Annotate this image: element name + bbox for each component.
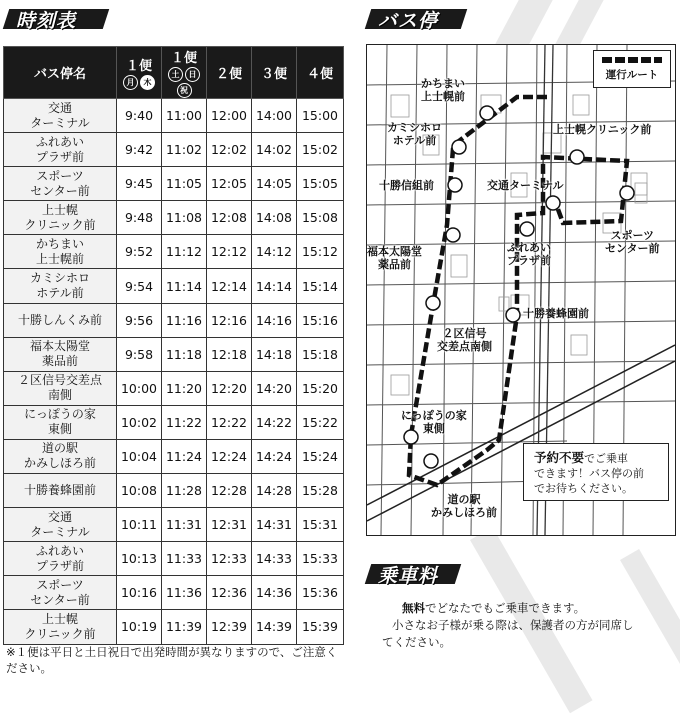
stop-marker: [506, 308, 520, 322]
departure-time-cell: 11:14: [162, 269, 207, 303]
day-badge-sun: 日: [185, 67, 200, 82]
table-row: [4, 303, 344, 337]
departure-time-cell: 15:20: [297, 371, 344, 405]
stop-name-line: ホテル前: [36, 286, 84, 301]
day-badge-thu: 木: [140, 75, 155, 90]
map-stop-label-line: 十勝養蜂園前: [523, 307, 589, 320]
header-bin4: ４便: [297, 47, 344, 99]
stop-name-cell: [4, 269, 117, 303]
stop-name-line: 南側: [47, 388, 72, 403]
map-stop-label: [487, 179, 563, 192]
stop-marker: [424, 454, 438, 468]
departure-time-cell: 11:24: [162, 439, 207, 473]
legend-label: 運行ルート: [605, 69, 659, 81]
stop-name-line: ターミナル: [30, 115, 90, 130]
departure-time-cell: 10:13: [117, 542, 162, 576]
departure-time-cell: 11:12: [162, 235, 207, 269]
stop-name-line: 上士幌前: [35, 251, 84, 266]
timetable-footnote: ※１便は平日と土日祝日で出発時間が異なりますので、ご注意ください。: [6, 645, 338, 675]
departure-time-cell: 14:08: [252, 201, 297, 235]
header-bin1-weekday: [117, 47, 162, 99]
map-stop-label-line: プラザ前: [507, 254, 551, 267]
map-stop-label: [507, 241, 551, 267]
departure-time-cell: 12:16: [207, 303, 252, 337]
table-row: [4, 235, 344, 269]
departure-time-cell: 12:00: [207, 99, 252, 133]
stop-name-line: かみしほろ前: [23, 456, 96, 471]
departure-time-cell: 12:05: [207, 167, 252, 201]
header-stop: バス停名: [4, 47, 117, 99]
stop-marker: [446, 228, 460, 242]
table-row: [4, 167, 344, 201]
stop-name-cell: [4, 235, 117, 269]
map-stop-label-line: かみしほろ前: [431, 506, 497, 519]
departure-time-cell: 15:12: [297, 235, 344, 269]
departure-time-cell: 12:24: [207, 439, 252, 473]
map-stop-label: [437, 327, 492, 353]
notice-line3: でお待ちください。: [534, 482, 633, 495]
stop-name-line: 十勝養蜂園前: [23, 483, 96, 498]
stop-marker: [452, 140, 466, 154]
map-stop-label-line: 交通ターミナル: [487, 179, 564, 192]
stop-name-line: プラザ前: [35, 558, 84, 573]
departure-time-cell: 12:14: [207, 269, 252, 303]
stop-name-line: 十勝しんくみ前: [17, 312, 102, 327]
departure-time-cell: 15:00: [297, 99, 344, 133]
table-row: [4, 576, 344, 610]
stop-name-line: ふれあい: [35, 543, 84, 558]
stop-name-line: ２区信号交差点: [17, 373, 102, 388]
table-row: [4, 542, 344, 576]
fare-line2: 小さなお子様が乗る際は、保護者の方が同席し: [392, 618, 634, 632]
fare-highlight: 無料: [402, 601, 425, 615]
fare-title: [368, 560, 468, 588]
stop-name-line: 東側: [47, 422, 72, 437]
departure-time-cell: 15:18: [297, 337, 344, 371]
departure-time-cell: 10:19: [117, 610, 162, 644]
table-row: [4, 439, 344, 473]
departure-time-cell: 12:33: [207, 542, 252, 576]
header-bin2: ２便: [207, 47, 252, 99]
stop-name-cell: [4, 167, 117, 201]
map-stop-label: [553, 123, 651, 136]
table-row: [4, 474, 344, 508]
departure-time-cell: 15:02: [297, 133, 344, 167]
departure-time-cell: 12:02: [207, 133, 252, 167]
departure-time-cell: 9:54: [117, 269, 162, 303]
stop-marker: [620, 186, 634, 200]
departure-time-cell: 14:16: [252, 303, 297, 337]
departure-time-cell: 14:28: [252, 474, 297, 508]
departure-time-cell: 11:39: [162, 610, 207, 644]
stop-name-cell: [4, 133, 117, 167]
map-stop-label-line: スポーツ: [610, 229, 655, 242]
table-row: [4, 371, 344, 405]
departure-time-cell: 15:14: [297, 269, 344, 303]
stop-name-cell: [4, 405, 117, 439]
stop-name-line: カミシホロ: [29, 271, 90, 286]
day-badge-holiday: 祝: [177, 83, 192, 98]
table-row: [4, 405, 344, 439]
departure-time-cell: 15:36: [297, 576, 344, 610]
stop-name-line: スポーツ: [36, 577, 84, 592]
departure-time-cell: 9:48: [117, 201, 162, 235]
stop-name-line: センター前: [30, 592, 90, 607]
departure-time-cell: 12:39: [207, 610, 252, 644]
stop-name-line: クリニック前: [24, 217, 96, 232]
departure-time-cell: 11:36: [162, 576, 207, 610]
map-stop-label-line: 上士幌前: [421, 90, 465, 103]
notice-line2: できます！バス停の前: [534, 467, 644, 480]
fare-line1: でどなたでもご乗車できます。: [425, 601, 586, 615]
departure-time-cell: 9:40: [117, 99, 162, 133]
departure-time-cell: 11:22: [162, 405, 207, 439]
notice-line1: でご乗車: [584, 452, 629, 465]
departure-time-cell: 10:11: [117, 508, 162, 542]
map-stop-label-line: 道の駅: [447, 493, 481, 506]
departure-time-cell: 14:12: [252, 235, 297, 269]
stop-name-line: 薬品前: [41, 354, 78, 369]
departure-time-cell: 15:39: [297, 610, 344, 644]
stop-name-line: プラザ前: [35, 149, 84, 164]
map-stop-label-line: 東側: [422, 422, 445, 435]
departure-time-cell: 14:20: [252, 371, 297, 405]
departure-time-cell: 10:00: [117, 371, 162, 405]
table-row: [4, 201, 344, 235]
stop-name-line: 交通: [47, 100, 72, 115]
departure-time-cell: 10:16: [117, 576, 162, 610]
departure-time-cell: 9:52: [117, 235, 162, 269]
map-stop-label: [387, 121, 442, 147]
legend-route-swatch: [602, 57, 662, 63]
departure-time-cell: 14:39: [252, 610, 297, 644]
day-badge-sat: 土: [168, 67, 183, 82]
map-stop-label: [431, 493, 497, 519]
stop-name-cell: [4, 576, 117, 610]
departure-time-cell: 15:05: [297, 167, 344, 201]
stop-marker: [448, 178, 462, 192]
stop-name-cell: [4, 508, 117, 542]
stop-name-cell: [4, 99, 117, 133]
stop-name-cell: [4, 542, 117, 576]
departure-time-cell: 11:18: [162, 337, 207, 371]
departure-time-cell: 11:02: [162, 133, 207, 167]
timetable: [3, 46, 344, 645]
map-stop-label: [367, 245, 422, 271]
stop-name-line: 福本太陽堂: [29, 339, 90, 354]
stop-name-cell: [4, 439, 117, 473]
departure-time-cell: 15:24: [297, 439, 344, 473]
map-stop-label-line: センター前: [605, 242, 660, 255]
departure-time-cell: 10:08: [117, 474, 162, 508]
departure-time-cell: 14:02: [252, 133, 297, 167]
departure-time-cell: 15:22: [297, 405, 344, 439]
departure-time-cell: 15:33: [297, 542, 344, 576]
departure-time-cell: 14:18: [252, 337, 297, 371]
stop-name-line: にっぽうの家: [24, 407, 96, 422]
departure-time-cell: 11:05: [162, 167, 207, 201]
map-stop-label: [401, 409, 467, 435]
stop-name-cell: [4, 337, 117, 371]
stop-marker: [480, 106, 494, 120]
map-stop-label: [605, 229, 660, 255]
departure-time-cell: 14:00: [252, 99, 297, 133]
stop-name-line: スポーツ: [36, 168, 84, 183]
departure-time-cell: 15:08: [297, 201, 344, 235]
departure-time-cell: 14:31: [252, 508, 297, 542]
stop-name-cell: [4, 474, 117, 508]
map-stop-label-line: カミシホロ: [387, 121, 442, 134]
departure-time-cell: 14:14: [252, 269, 297, 303]
map-stop-label-line: ふれあい: [507, 241, 551, 254]
departure-time-cell: 9:56: [117, 303, 162, 337]
header-bin3: ３便: [252, 47, 297, 99]
stop-marker: [520, 222, 534, 236]
stop-name-line: 上士幌: [41, 611, 78, 626]
fare-line3: てください。: [382, 635, 451, 649]
map-legend: [593, 50, 671, 88]
no-reservation-notice: [523, 443, 669, 501]
timetable-title-text: 時刻表: [16, 9, 77, 32]
departure-time-cell: 9:42: [117, 133, 162, 167]
fare-title-text: 乗車料: [378, 564, 439, 587]
map-stop-label-line: にっぽうの家: [401, 409, 467, 422]
table-row: [4, 508, 344, 542]
header-bin1-weekday-label: １便: [125, 59, 152, 74]
departure-time-cell: 11:08: [162, 201, 207, 235]
departure-time-cell: 9:45: [117, 167, 162, 201]
departure-time-cell: 14:22: [252, 405, 297, 439]
map-stop-label-line: かちまい: [421, 77, 465, 90]
stop-marker: [546, 196, 560, 210]
stop-marker: [570, 150, 584, 164]
departure-time-cell: 9:58: [117, 337, 162, 371]
stop-name-line: ふれあい: [35, 134, 84, 149]
map-stop-label-line: 薬品前: [378, 258, 411, 271]
stop-name-cell: [4, 303, 117, 337]
map-stop-label-line: 交差点南側: [437, 340, 492, 353]
departure-time-cell: 11:33: [162, 542, 207, 576]
fare-description: [380, 600, 680, 651]
stop-name-line: ターミナル: [30, 524, 90, 539]
departure-time-cell: 15:16: [297, 303, 344, 337]
stop-name-cell: [4, 610, 117, 644]
departure-time-cell: 12:31: [207, 508, 252, 542]
departure-time-cell: 14:36: [252, 576, 297, 610]
departure-time-cell: 15:31: [297, 508, 344, 542]
stop-name-cell: [4, 371, 117, 405]
stop-name-line: 交通: [47, 509, 72, 524]
departure-time-cell: 10:02: [117, 405, 162, 439]
table-row: [4, 133, 344, 167]
notice-highlight: 予約不要: [534, 450, 585, 465]
departure-time-cell: 12:22: [207, 405, 252, 439]
departure-time-cell: 12:12: [207, 235, 252, 269]
departure-time-cell: 12:36: [207, 576, 252, 610]
map-stop-label-line: 福本太陽堂: [367, 245, 422, 258]
departure-time-cell: 11:16: [162, 303, 207, 337]
timetable-header-row: [4, 47, 344, 99]
departure-time-cell: 11:28: [162, 474, 207, 508]
table-row: [4, 269, 344, 303]
map-stop-label-line: ホテル前: [392, 134, 437, 147]
route-map: [366, 44, 676, 536]
stop-marker: [426, 296, 440, 310]
departure-time-cell: 11:31: [162, 508, 207, 542]
timetable-title: [6, 5, 116, 33]
map-stop-label: [523, 307, 589, 320]
map-stop-label-line: ２区信号: [442, 327, 487, 340]
map-stop-label-line: 十勝信組前: [379, 179, 434, 192]
departure-time-cell: 10:04: [117, 439, 162, 473]
departure-time-cell: 14:24: [252, 439, 297, 473]
departure-time-cell: 14:05: [252, 167, 297, 201]
day-badge-mon: 月: [123, 75, 138, 90]
table-row: [4, 337, 344, 371]
table-row: [4, 610, 344, 644]
header-bin1-holiday-label: １便: [170, 51, 197, 66]
map-stop-label: [421, 77, 465, 103]
departure-time-cell: 11:00: [162, 99, 207, 133]
departure-time-cell: 12:20: [207, 371, 252, 405]
header-bin1-holiday: [162, 47, 207, 99]
stop-name-cell: [4, 201, 117, 235]
stop-name-line: かちまい: [35, 236, 84, 251]
map-stop-label-line: 上士幌クリニック前: [553, 123, 652, 136]
departure-time-cell: 11:20: [162, 371, 207, 405]
departure-time-cell: 15:28: [297, 474, 344, 508]
map-title: [368, 5, 478, 33]
map-stop-label: [379, 179, 434, 192]
stop-name-line: 上士幌: [41, 202, 78, 217]
table-row: [4, 99, 344, 133]
stop-name-line: クリニック前: [24, 626, 96, 641]
departure-time-cell: 14:33: [252, 542, 297, 576]
map-title-text: バス停: [378, 9, 439, 32]
stop-name-line: センター前: [30, 183, 90, 198]
departure-time-cell: 12:18: [207, 337, 252, 371]
departure-time-cell: 12:28: [207, 474, 252, 508]
stop-name-line: 道の駅: [41, 441, 78, 456]
departure-time-cell: 12:08: [207, 201, 252, 235]
